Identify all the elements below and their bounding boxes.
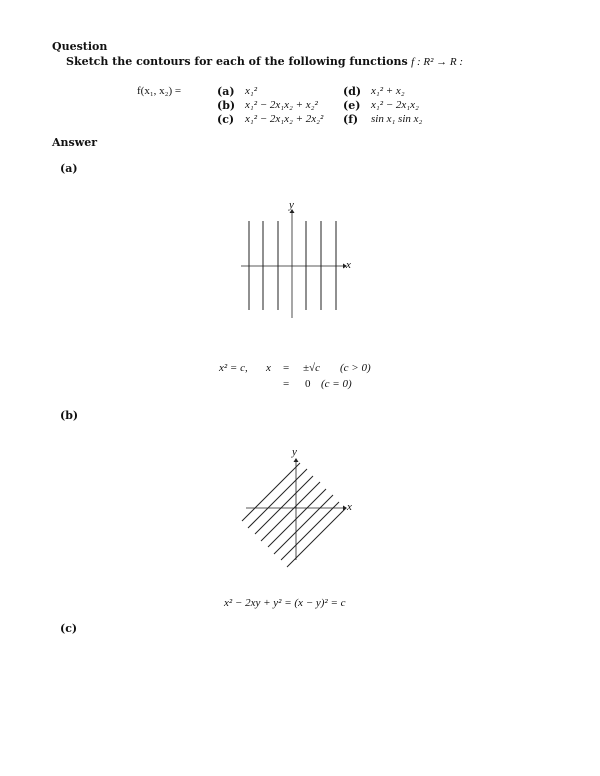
contour-line [242,463,300,521]
eq-a-cond1: (c > 0) [340,362,371,374]
answer-heading: Answer [52,136,97,149]
item-b-expr: x₁² − 2x₁x₂ + x₂² [245,99,318,111]
eq-a-eq1: = [283,362,290,374]
function-lhs: f(x₁, x₂) = [137,85,182,97]
y-axis-arrow [294,458,299,462]
question-heading: Question [52,40,108,53]
item-a-label: (a) [217,85,235,98]
contour-line [274,495,333,554]
contour-line [268,489,326,547]
plot-b-y-label: y [292,446,297,458]
part-b-label: (b) [60,409,79,422]
item-c-expr: x₁² − 2x₁x₂ + 2x₂² [245,113,324,125]
eq-a-rhs2: 0 [305,378,311,390]
plot-b-x-label: x [347,501,352,513]
part-c-label: (c) [60,622,78,635]
item-e-label: (e) [343,99,361,112]
eq-a-cond2: (c = 0) [321,378,352,390]
contour-line [281,502,339,560]
question-prompt-text: Sketch the contours for each of the following functions [66,55,408,68]
eq-b: x² − 2xy + y² = (x − y)² = c [224,597,346,609]
item-c-label: (c) [217,113,235,126]
item-d-expr: x₁² + x₂ [371,85,405,97]
contour-line [255,476,313,534]
item-f-expr: sin x₁ sin x₂ [371,113,423,125]
eq-a-eq2: = [283,378,290,390]
eq-a-var: x [266,362,271,374]
eq-a-lhs: x² = c, [219,362,248,374]
item-f-label: (f) [343,113,359,126]
plot-a-y-label: y [289,199,294,211]
item-e-expr: x₁² − 2x₁x₂ [371,99,419,111]
eq-a-rhs1: ±√c [303,362,320,374]
item-b-label: (b) [217,99,236,112]
contour-line [261,482,320,541]
contour-line [248,469,307,528]
item-a-expr: x₁² [245,85,258,97]
item-d-label: (d) [343,85,362,98]
question-map-text: f : R² → R : [411,56,464,68]
part-a-label: (a) [60,162,78,175]
plot-a-x-label: x [346,259,351,271]
